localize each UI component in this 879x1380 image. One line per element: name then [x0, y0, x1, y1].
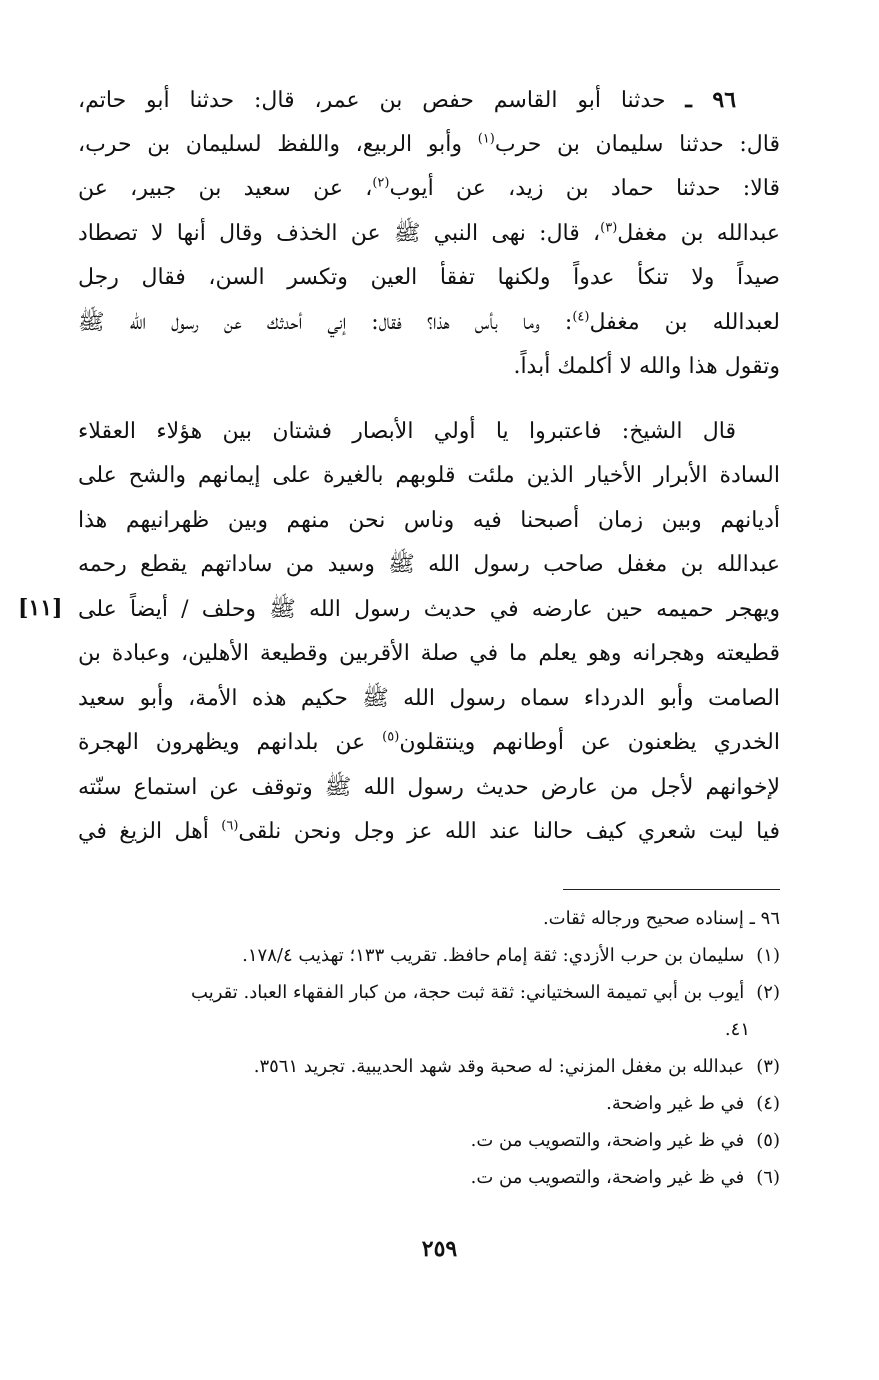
- line-text: أديانهم وبين زمان أصبحنا فيه وناس نحن منهم وبين ظهرانيهم هذا: [78, 507, 780, 533]
- footnote-ref[interactable]: (٤): [572, 309, 590, 325]
- footnote-ref[interactable]: (٥): [382, 729, 400, 745]
- manuscript-folio-marker: [١١]: [18, 595, 63, 621]
- text-line: [78, 301, 780, 346]
- footnote-text: في ط غير واضحة.: [606, 1093, 745, 1114]
- footnote-text: في ظ غير واضحة، والتصويب من ت.: [470, 1130, 745, 1151]
- text-line: [78, 588, 780, 633]
- text-line: [78, 256, 780, 301]
- text-line: [78, 766, 780, 811]
- line-text: لعبدالله بن مغفل: [589, 309, 780, 335]
- page-number: ٢٥٩: [421, 1236, 458, 1262]
- line-text: قال: حدثنا سليمان بن حرب: [494, 131, 780, 157]
- footnote-text: إسناده صحيح ورجاله ثقات.: [542, 908, 744, 929]
- footnote-text: سليمان بن حرب الأزدي: ثقة إمام حافظ. تقريب ١٣٣؛ تهذيب ١٧٨/٤.: [242, 945, 745, 966]
- footnote-item: [100, 1048, 780, 1085]
- line-text: أهل الزيغ في: [78, 819, 209, 844]
- line-text: عن بلدانهم ويظهرون الهجرة: [78, 730, 366, 755]
- footnote-item: [100, 974, 780, 1011]
- footnote-label: (٤): [756, 1093, 780, 1114]
- line-text: عبدالله بن مغفل: [617, 220, 780, 246]
- text-line: [78, 212, 780, 257]
- line-text: قطيعته وهجرانه وهو يعلم ما في صلة الأقربين وقطيعة الأهلين، وعبادة بن: [78, 641, 780, 666]
- text-line: [78, 543, 780, 588]
- line-text: : وما بأس هذا؟ فقال: إني أحدثك عن رسول الله ﷺ: [78, 309, 573, 335]
- text-line: [78, 78, 780, 123]
- footnote-label: (١): [756, 945, 780, 966]
- footnote-ref[interactable]: (٦): [221, 818, 239, 834]
- footnote-item: [100, 1122, 780, 1159]
- hadith-number: ٩٦ ـ: [685, 87, 737, 113]
- footnote-label: (٦): [756, 1167, 780, 1188]
- text-line: [78, 167, 780, 212]
- text-line: [78, 454, 780, 499]
- footnote-ref[interactable]: (٢): [372, 175, 390, 191]
- main-text: [78, 78, 780, 855]
- text-line: [78, 410, 780, 455]
- footnote-ref[interactable]: (١): [477, 131, 495, 147]
- footnote-text: ٤١.: [724, 1019, 750, 1040]
- footnote-item: [100, 937, 780, 974]
- line-text: قال الشيخ: فاعتبروا يا أولي الأبصار فشتان بين هؤلاء العقلاء: [78, 418, 736, 444]
- line-text: ، قال: نهى النبي ﷺ عن الخذف وقال أنها لا تصطاد: [78, 220, 601, 246]
- footnote-divider: [563, 889, 780, 890]
- line-text: الخدري يظعنون عن أوطانهم وينتقلون: [399, 730, 780, 755]
- text-line: [78, 123, 780, 168]
- line-text: الصامت وأبو الدرداء سماه رسول الله ﷺ حكيم هذه الأمة، وأبو سعيد: [78, 685, 780, 711]
- text-line: [78, 677, 780, 722]
- line-text: فيا ليت شعري كيف حالنا عند الله عز وجل ونحن نلقى: [238, 819, 780, 844]
- footnote-text: في ظ غير واضحة، والتصويب من ت.: [470, 1167, 745, 1188]
- footnote-continuation: [100, 1011, 780, 1048]
- text-line: [78, 632, 780, 677]
- footnote-text: أيوب بن أبي تميمة السختياني: ثقة ثبت حجة، من كبار الفقهاء العباد. تقريب: [191, 982, 745, 1003]
- footnote-ref[interactable]: (٣): [600, 220, 618, 236]
- text-line: [78, 721, 780, 766]
- line-text: لإخوانهم لأجل من عارض حديث رسول الله ﷺ وتوقف عن استماع سنّته: [78, 774, 780, 800]
- footnote-item: [100, 1085, 780, 1122]
- line-text: ، عن سعيد بن جبير، عن: [78, 176, 373, 201]
- line-text: قالا: حدثنا حماد بن زيد، عن أيوب: [389, 176, 780, 201]
- text-line: [78, 810, 780, 855]
- paragraph-gap: [78, 390, 780, 410]
- line-text: ويهجر حميمه حين عارضه في حديث رسول الله ﷺ وحلف / أيضاً على: [78, 596, 780, 622]
- footnote-item: [100, 900, 780, 937]
- line-text: وتقول هذا والله لا أكلمك أبداً.: [513, 354, 780, 379]
- footnote-item: [100, 1159, 780, 1196]
- line-text: حدثنا أبو القاسم حفص بن عمر، قال: حدثنا أبو حاتم،: [78, 88, 666, 113]
- line-text: صيداً ولا تنكأ عدواً ولكنها تفقأ العين وتكسر السن، فقال رجل: [78, 265, 780, 290]
- text-line: [78, 499, 780, 544]
- footnotes: [100, 900, 780, 1196]
- line-text: وأبو الربيع، واللفظ لسليمان بن حرب،: [78, 131, 463, 157]
- line-text: السادة الأبرار الأخيار الذين ملئت قلوبهم بالغيرة على إيمانهم والشح على: [78, 463, 780, 488]
- footnote-label: ٩٦ ـ: [749, 908, 780, 929]
- footnote-label: (٢): [756, 982, 780, 1003]
- footnote-text: عبدالله بن مغفل المزني: له صحبة وقد شهد الحديبية. تجريد ٣٥٦١.: [253, 1056, 745, 1077]
- line-text: عبدالله بن مغفل صاحب رسول الله ﷺ وسيد من ساداتهم يقطع رحمه: [78, 552, 780, 577]
- footnote-label: (٣): [756, 1056, 780, 1077]
- text-line: [78, 345, 780, 390]
- footnote-label: (٥): [756, 1130, 780, 1151]
